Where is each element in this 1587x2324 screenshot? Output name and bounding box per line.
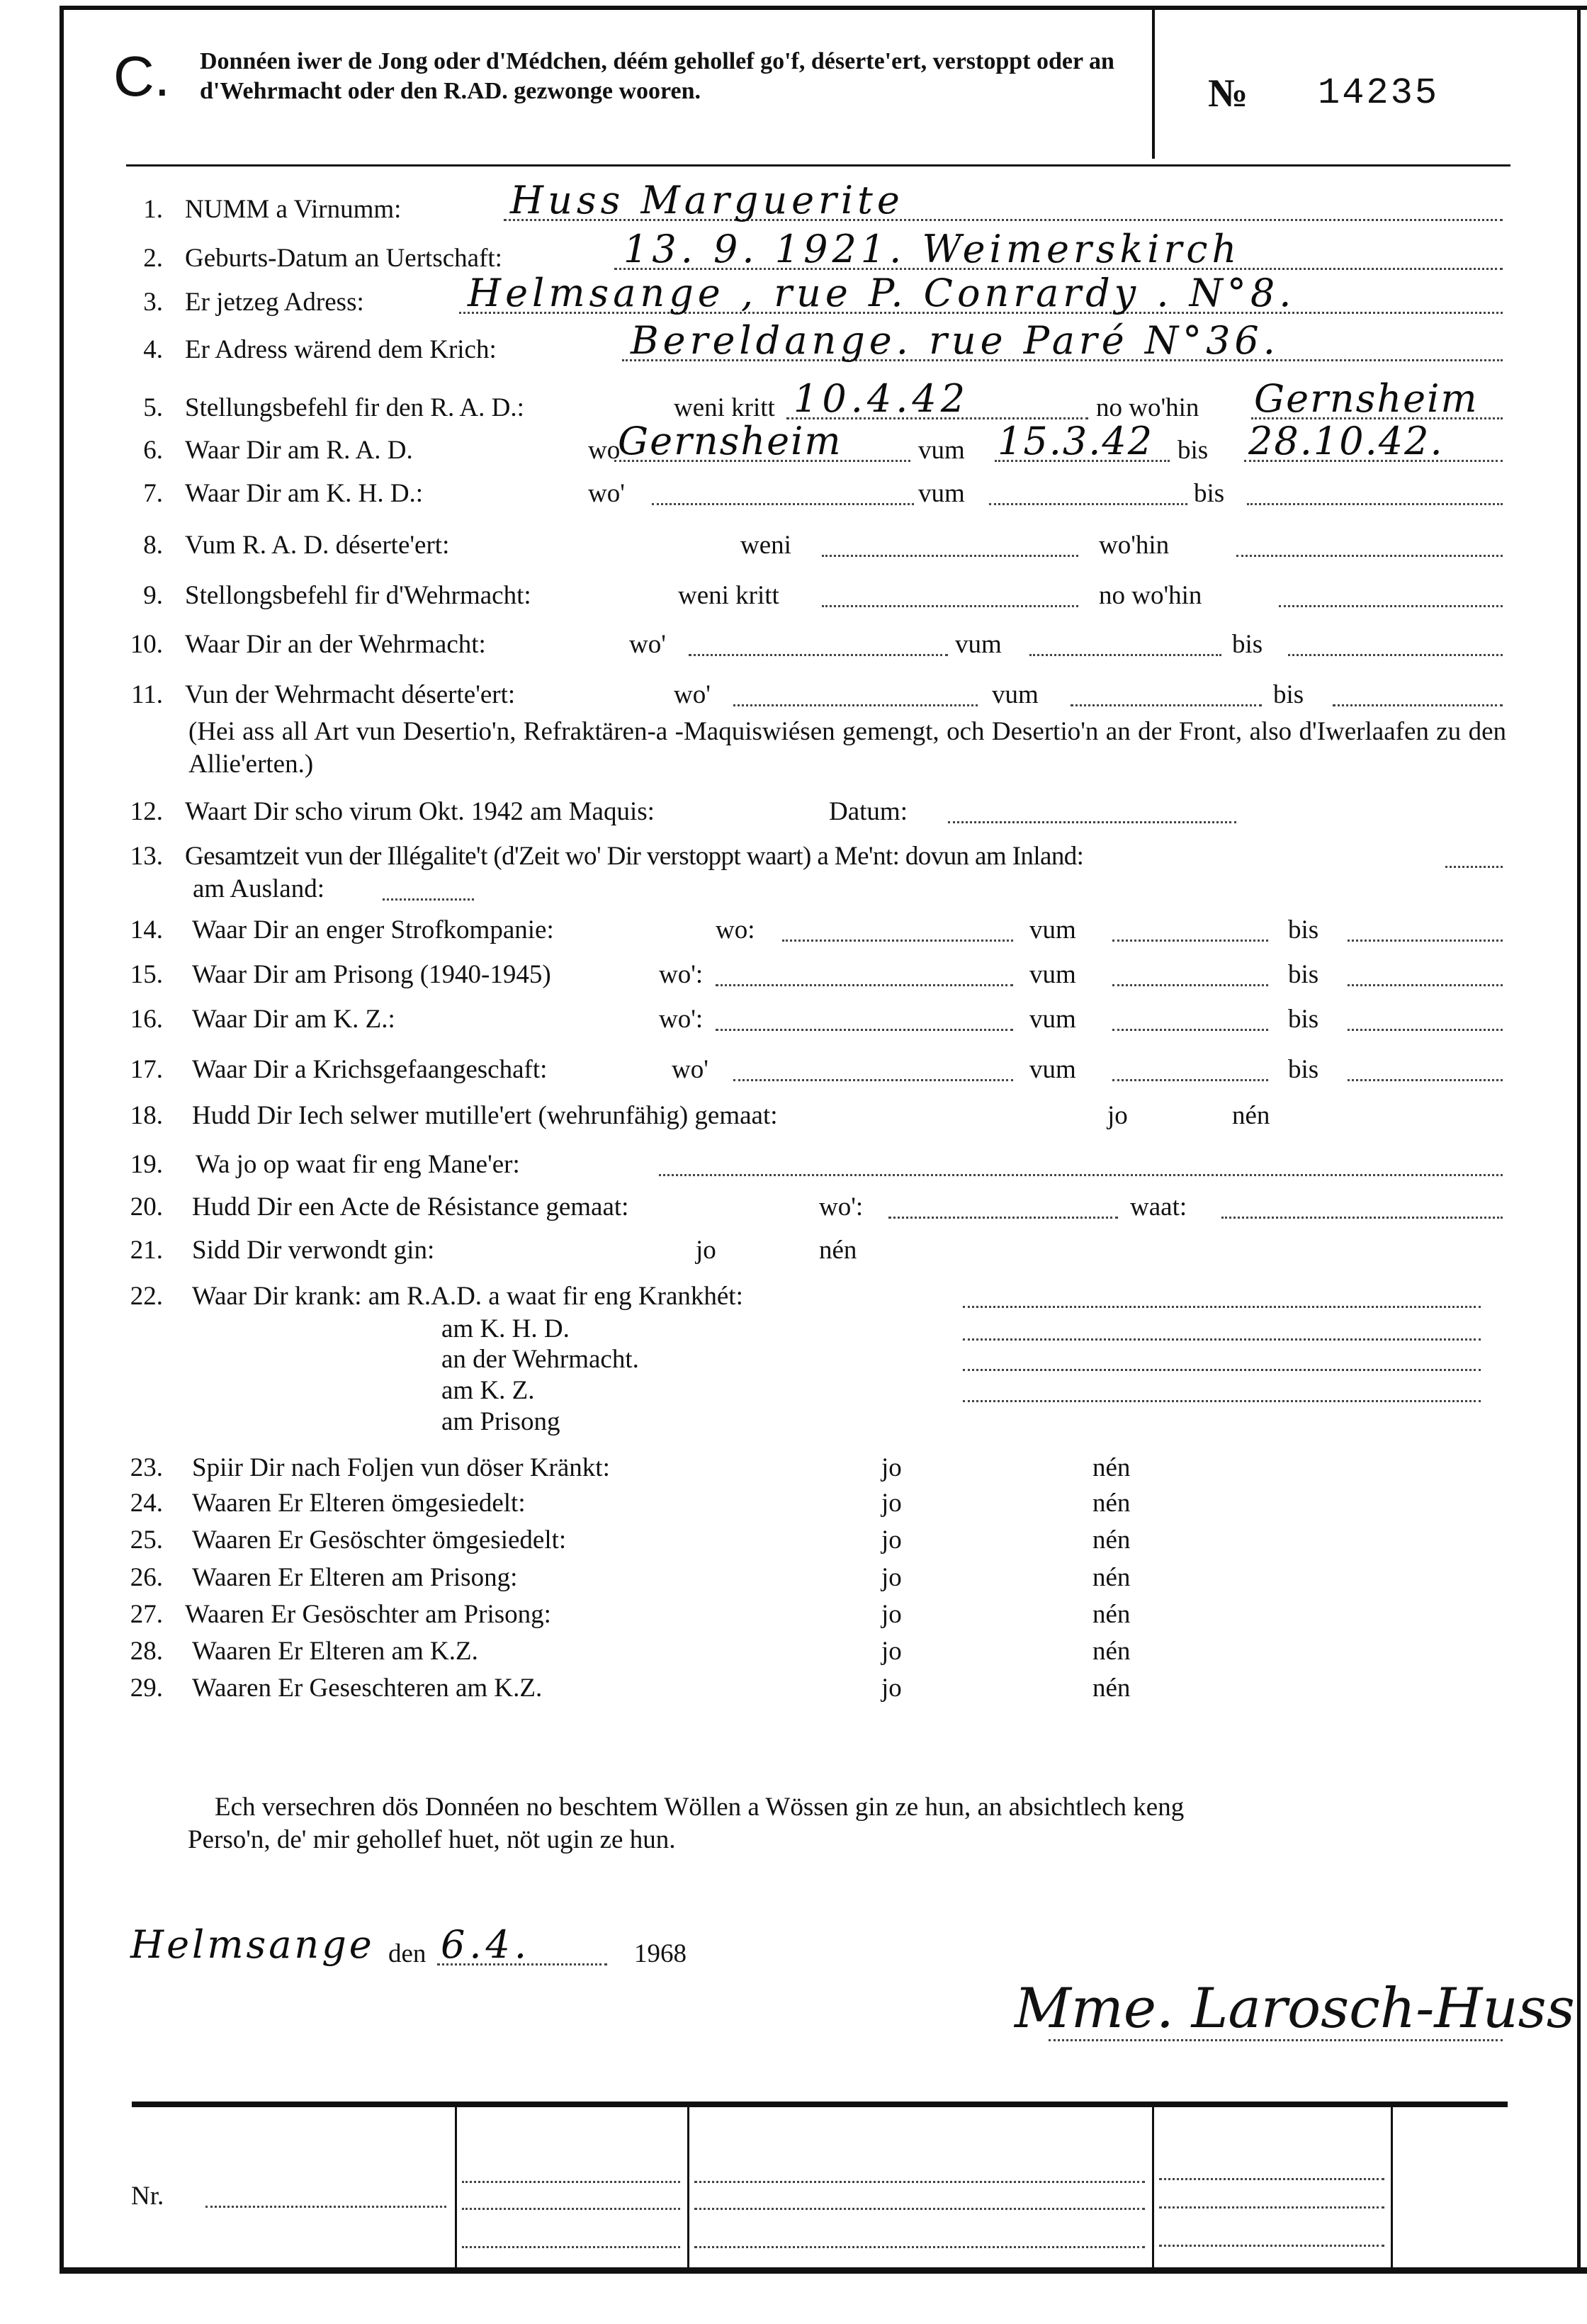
row-label: Er Adress wärend dem Krich: — [185, 335, 497, 364]
to-label: bis — [1288, 915, 1319, 944]
desertion-note: (Hei ass all Art vun Desertio'n, Refraktären-a -Maquiswiésen gemengt, och Desertio'n an der Front, also d'Iwerlaafen zu den Allie'erten.) — [188, 717, 1506, 779]
from-label: vum — [918, 436, 965, 465]
row-label: Stellungsbefehl fir den R. A. D.: — [185, 393, 524, 422]
row-label: NUMM a Virnumm: — [185, 195, 402, 224]
rad-desert-date-field[interactable] — [822, 555, 1078, 557]
prison-from-field[interactable] — [1112, 984, 1268, 986]
row-label: Stellongsbefehl fir d'Wehrmacht: — [185, 581, 531, 610]
header-divider — [1152, 10, 1155, 159]
yes-option[interactable]: jo — [881, 1600, 902, 1629]
row-label: Geburts-Datum an Uertschaft: — [185, 244, 502, 273]
row-number: 23. — [130, 1453, 163, 1482]
mutilation-method-field[interactable] — [659, 1174, 1503, 1176]
desert-to-field[interactable] — [1333, 704, 1503, 706]
no-option[interactable]: nén — [1092, 1453, 1131, 1482]
footer-field[interactable] — [1159, 2178, 1384, 2180]
to-label: bis — [1288, 1055, 1319, 1084]
penal-place-field[interactable] — [782, 940, 1013, 942]
yes-option[interactable]: jo — [881, 1489, 902, 1518]
footer-column-divider — [687, 2106, 689, 2270]
sub-label: am K. H. D. — [441, 1314, 570, 1343]
border-top — [60, 6, 1587, 10]
row-number: 17. — [130, 1055, 163, 1084]
row-label: Waaren Er Geseschteren am K.Z. — [192, 1674, 543, 1703]
when-label: weni kritt — [678, 581, 779, 610]
no-option[interactable]: nén — [1092, 1600, 1131, 1629]
maquis-date-field[interactable] — [948, 821, 1236, 823]
khd-from-field[interactable] — [989, 503, 1187, 505]
row-number: 15. — [130, 960, 163, 989]
footer-column-divider — [455, 2106, 457, 2270]
row-label: Waaren Er Gesöschter am Prisong: — [185, 1600, 551, 1629]
abroad-field[interactable] — [383, 898, 474, 901]
where-label: wo' — [674, 680, 711, 709]
kz-from-field[interactable] — [1112, 1029, 1268, 1031]
row-number: 2. — [143, 244, 163, 273]
no-option[interactable]: nén — [1232, 1101, 1270, 1130]
row-number: 9. — [143, 581, 163, 610]
row-number: 21. — [130, 1236, 163, 1265]
penal-from-field[interactable] — [1112, 940, 1268, 942]
footer-table-rule — [132, 2102, 1508, 2107]
row-number: 10. — [130, 630, 163, 659]
name-value: Huss Marguerite — [510, 178, 904, 222]
resistance-place-field[interactable] — [888, 1217, 1118, 1219]
desert-place-field[interactable] — [733, 704, 978, 706]
border-bottom — [60, 2267, 1587, 2274]
to-label: bis — [1194, 479, 1225, 508]
from-label: vum — [992, 680, 1039, 709]
row-label: Waar Dir krank: am R.A.D. a waat fir eng Krankhét: — [192, 1282, 743, 1311]
row-number: 11. — [131, 680, 163, 709]
date-label: Datum: — [829, 797, 908, 826]
no-option[interactable]: nén — [1092, 1525, 1131, 1555]
nr-label: Nr. — [131, 2182, 164, 2211]
footer-column-divider — [1152, 2106, 1154, 2270]
rad-from-value: 15.3.42 — [998, 419, 1154, 463]
where-label: wo': — [659, 1005, 704, 1034]
kz-place-field[interactable] — [716, 1029, 1013, 1031]
yes-option[interactable]: jo — [881, 1525, 902, 1555]
desert-from-field[interactable] — [1071, 704, 1262, 706]
sub-label: am K. Z. — [441, 1376, 535, 1405]
row-label: Gesamtzeit vun der Illégalite't (d'Zeit wo' Dir verstoppt waart) a Me'nt: dovun am Inland: — [185, 842, 1084, 871]
footer-field[interactable] — [1159, 2245, 1384, 2247]
when-label: weni — [740, 531, 791, 560]
from-label: vum — [955, 630, 1002, 659]
what-label: waat: — [1130, 1192, 1187, 1222]
rad-to-value: 28.10.42. — [1248, 419, 1444, 463]
row-label: Waar Dir am K. Z.: — [192, 1005, 395, 1034]
form-title: Donnéen iwer de Jong oder d'Médchen, déém gehollef go'f, déserte'ert, verstoppt oder an d'Wehrmacht oder den R.AD. gezwonge wooren. — [200, 48, 1114, 104]
border-right — [1577, 6, 1581, 2273]
where-label: wo': — [659, 960, 704, 989]
row-label: Waar Dir an enger Strofkompanie: — [192, 915, 554, 944]
wehrmacht-place-field[interactable] — [689, 654, 948, 656]
row-label: Waart Dir scho virum Okt. 1942 am Maquis: — [185, 797, 655, 826]
row-label: Vum R. A. D. déserte'ert: — [185, 531, 450, 560]
row-label: Hudd Dir een Acte de Résistance gemaat: — [192, 1192, 629, 1222]
sub-label: an der Wehrmacht. — [441, 1345, 639, 1374]
row-label: Waaren Er Gesöschter ömgesiedelt: — [192, 1525, 567, 1555]
row-label: Hudd Dir Iech selwer mutille'ert (wehrunfähig) gemaat: — [192, 1101, 778, 1130]
row-label: Waaren Er Elteren ömgesiedelt: — [192, 1489, 526, 1518]
rad-place-value: Gernsheim — [618, 419, 842, 463]
kz-to-field[interactable] — [1348, 1029, 1503, 1031]
pow-from-field[interactable] — [1112, 1079, 1268, 1081]
footer-field[interactable] — [694, 2246, 1145, 2248]
yes-option[interactable]: jo — [881, 1453, 902, 1482]
signature-line[interactable] — [1049, 2039, 1503, 2041]
prison-to-field[interactable] — [1348, 984, 1503, 986]
illness-rad-field[interactable] — [963, 1306, 1481, 1308]
row-label: Waaren Er Elteren am K.Z. — [192, 1637, 478, 1666]
row-label: Waar Dir am K. H. D.: — [185, 479, 424, 508]
illness-khd-field[interactable] — [963, 1338, 1481, 1341]
from-label: vum — [1029, 915, 1076, 944]
row-number: 8. — [143, 531, 163, 560]
row-label: Waar Dir am Prisong (1940-1945) — [192, 960, 551, 989]
row-label: Waaren Er Elteren am Prisong: — [192, 1563, 518, 1592]
from-label: vum — [1029, 1055, 1076, 1084]
row-number: 6. — [143, 436, 163, 465]
number-symbol: № — [1208, 72, 1248, 115]
row-number: 29. — [130, 1674, 163, 1703]
to-label: bis — [1288, 1005, 1319, 1034]
inland-field[interactable] — [1445, 866, 1503, 868]
from-label: vum — [918, 479, 965, 508]
sub-label: am Prisong — [441, 1407, 560, 1436]
abroad-label: am Ausland: — [193, 874, 325, 903]
pow-to-field[interactable] — [1348, 1079, 1503, 1081]
rad-destination-value: Gernsheim — [1254, 376, 1479, 421]
row-number: 7. — [143, 479, 163, 508]
where-label: wo': — [819, 1192, 864, 1222]
border-left — [60, 6, 64, 2273]
no-option[interactable]: nén — [1092, 1489, 1131, 1518]
row-number: 3. — [143, 288, 163, 317]
penal-to-field[interactable] — [1348, 940, 1503, 942]
when-label: weni kritt — [674, 393, 775, 422]
rad-order-date-value: 10.4.42 — [794, 376, 970, 421]
row-label: Spiir Dir nach Foljen vun döser Kränkt: — [192, 1453, 610, 1482]
row-label: Vun der Wehrmacht déserte'ert: — [185, 680, 516, 709]
khd-place-field[interactable] — [652, 503, 914, 505]
signing-place-value: Helmsange — [130, 1922, 375, 1967]
war-address-value: Bereldange. rue Paré N°36. — [631, 318, 1280, 363]
signature: Mme. Larosch-Huss — [1015, 1977, 1575, 2041]
wehrmacht-order-destination-field[interactable] — [1279, 605, 1503, 607]
where-label: wo' — [588, 436, 625, 465]
row-number: 25. — [130, 1525, 163, 1555]
row-number: 26. — [130, 1563, 163, 1592]
footer-field[interactable] — [694, 2181, 1145, 2183]
footer-field[interactable] — [1159, 2206, 1384, 2209]
row-label: Waar Dir am R. A. D. — [185, 436, 413, 465]
signing-year: 1968 — [634, 1939, 687, 1968]
signing-date-value: 6.4. — [441, 1922, 531, 1967]
footer-field[interactable] — [462, 2208, 680, 2210]
yes-option[interactable]: jo — [881, 1674, 902, 1703]
yes-option[interactable]: jo — [881, 1563, 902, 1592]
no-option[interactable]: nén — [1092, 1563, 1131, 1592]
current-address-value: Helmsange , rue P. Conrardy . N°8. — [468, 271, 1296, 315]
row-number: 22. — [130, 1282, 163, 1311]
resistance-what-field[interactable] — [1221, 1217, 1503, 1219]
row-number: 19. — [130, 1150, 163, 1179]
row-label: Waar Dir an der Wehrmacht: — [185, 630, 486, 659]
illness-kz-field[interactable] — [963, 1400, 1481, 1402]
yes-option[interactable]: jo — [696, 1236, 716, 1265]
row-label: Er jetzeg Adress: — [185, 288, 364, 317]
where-label: wo: — [716, 915, 755, 944]
wehrmacht-from-field[interactable] — [1029, 654, 1221, 656]
yes-option[interactable]: jo — [1107, 1101, 1128, 1130]
wehrmacht-order-date-field[interactable] — [822, 605, 1078, 607]
den-label: den — [388, 1939, 427, 1968]
khd-to-field[interactable] — [1247, 503, 1503, 505]
row-number: 14. — [130, 915, 163, 944]
no-option[interactable]: nén — [819, 1236, 857, 1265]
yes-option[interactable]: jo — [881, 1637, 902, 1666]
footer-field[interactable] — [462, 2181, 680, 2183]
declaration-line-2: Perso'n, de' mir gehollef huet, nöt ugin ze hun. — [188, 1825, 676, 1854]
where-label: wo'hin — [1099, 531, 1170, 560]
row-number: 18. — [130, 1101, 163, 1130]
row-number: 16. — [130, 1005, 163, 1034]
row-number: 20. — [130, 1192, 163, 1222]
where-label: no wo'hin — [1099, 581, 1202, 610]
form-number: 14235 — [1318, 72, 1440, 114]
row-number: 4. — [143, 335, 163, 364]
prison-place-field[interactable] — [716, 984, 1013, 986]
from-label: vum — [1029, 1005, 1076, 1034]
illness-wehrmacht-field[interactable] — [963, 1369, 1481, 1371]
where-label: no wo'hin — [1096, 393, 1199, 422]
where-label: wo' — [588, 479, 625, 508]
wehrmacht-to-field[interactable] — [1288, 654, 1503, 656]
to-label: bis — [1177, 436, 1209, 465]
to-label: bis — [1288, 960, 1319, 989]
no-option[interactable]: nén — [1092, 1637, 1131, 1666]
row-number: 28. — [130, 1637, 163, 1666]
where-label: wo' — [672, 1055, 708, 1084]
header-rule — [126, 164, 1510, 167]
footer-column-divider — [1391, 2106, 1393, 2270]
from-label: vum — [1029, 960, 1076, 989]
no-option[interactable]: nén — [1092, 1674, 1131, 1703]
row-number: 13. — [130, 842, 163, 871]
row-number: 5. — [143, 393, 163, 422]
row-number: 24. — [130, 1489, 163, 1518]
to-label: bis — [1273, 680, 1304, 709]
row-number: 27. — [130, 1600, 163, 1629]
where-label: wo' — [629, 630, 666, 659]
footer-field[interactable] — [462, 2246, 680, 2248]
footer-field[interactable] — [694, 2208, 1145, 2210]
to-label: bis — [1232, 630, 1263, 659]
section-letter: C. — [113, 45, 170, 108]
row-label: Waar Dir a Krichsgefaangeschaft: — [192, 1055, 548, 1084]
row-number: 1. — [143, 195, 163, 224]
row-number: 12. — [130, 797, 163, 826]
rad-desert-destination-field[interactable] — [1236, 555, 1503, 557]
pow-place-field[interactable] — [733, 1079, 1013, 1081]
declaration-line-1: Ech versechren dös Donnéen no beschtem Wöllen a Wössen gin ze hun, an absichtlech keng — [215, 1793, 1185, 1822]
row-label: Wa jo op waat fir eng Mane'er: — [196, 1150, 520, 1179]
birth-value: 13. 9. 1921. Weimerskirch — [623, 227, 1241, 271]
row-label: Sidd Dir verwondt gin: — [192, 1236, 435, 1265]
nr-field[interactable] — [205, 2206, 446, 2208]
